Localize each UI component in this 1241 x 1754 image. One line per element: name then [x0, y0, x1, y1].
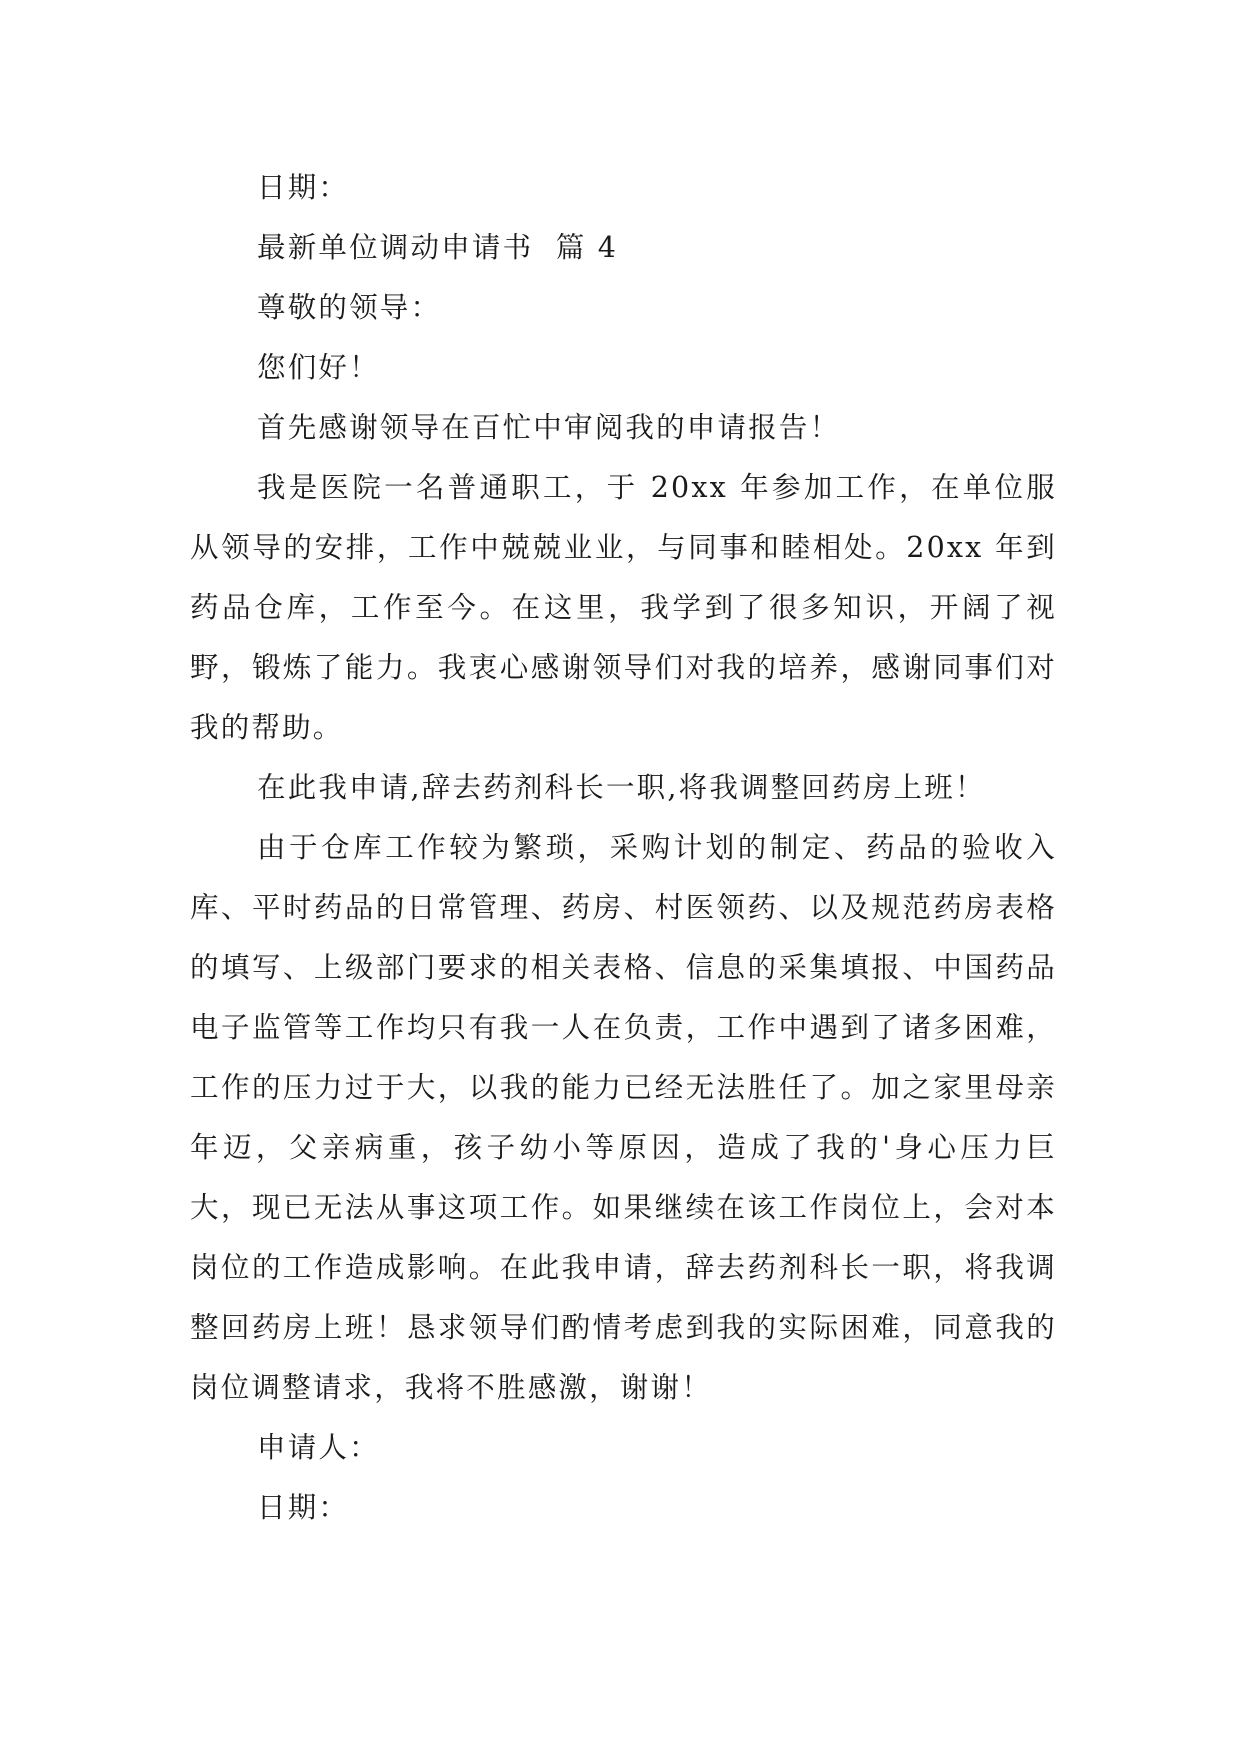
greeting: 您们好！ — [257, 351, 380, 384]
salutation: 尊敬的领导： — [257, 291, 442, 324]
paragraph-reasons: 由于仓库工作较为繁琐，采购计划的制定、药品的验收入库、平时药品的日常管理、药房、村医领药、以及规范药房表格的填写、上级部门要求的相关表格、信息的采集填报、中国药品电子监管等工作均只有我一人在负责，工作中遇到了诸多困难，工作的压力过于大，以我的能力已经无法胜任了。加之家里母亲年迈，父亲病重，孩子幼小等原因，造成了我的'身心压力巨大，现已无法从事这项工作。如果继续在该工作岗位上，会对本岗位的工作造成影响。在此我申请，辞去药剂科长一职，将我调整回药房上班！恳求领导们酌情考虑到我的实际困难，同意我的岗位调整请求，我将不胜感激，谢谢！ — [190, 831, 1057, 1404]
applicant-label: 申请人： — [257, 1431, 380, 1464]
document-body — [190, 158, 1057, 1538]
date-label-bottom: 日期： — [257, 1491, 350, 1524]
intro-line: 首先感谢领导在百忙中审阅我的申请报告！ — [257, 411, 841, 444]
request-line: 在此我申请,辞去药剂科长一职,将我调整回药房上班！ — [257, 771, 986, 804]
document-heading: 最新单位调动申请书 篇 4 — [257, 231, 619, 264]
date-label-top: 日期： — [257, 171, 350, 204]
paragraph-background: 我是医院一名普通职工，于 20xx 年参加工作，在单位服从领导的安排，工作中兢兢业业，与同事和睦相处。20xx 年到药品仓库，工作至今。在这里，我学到了很多知识，开阔了视野，锻炼了能力。我衷心感谢领导们对我的培养，感谢同事们对我的帮助。 — [190, 471, 1057, 744]
